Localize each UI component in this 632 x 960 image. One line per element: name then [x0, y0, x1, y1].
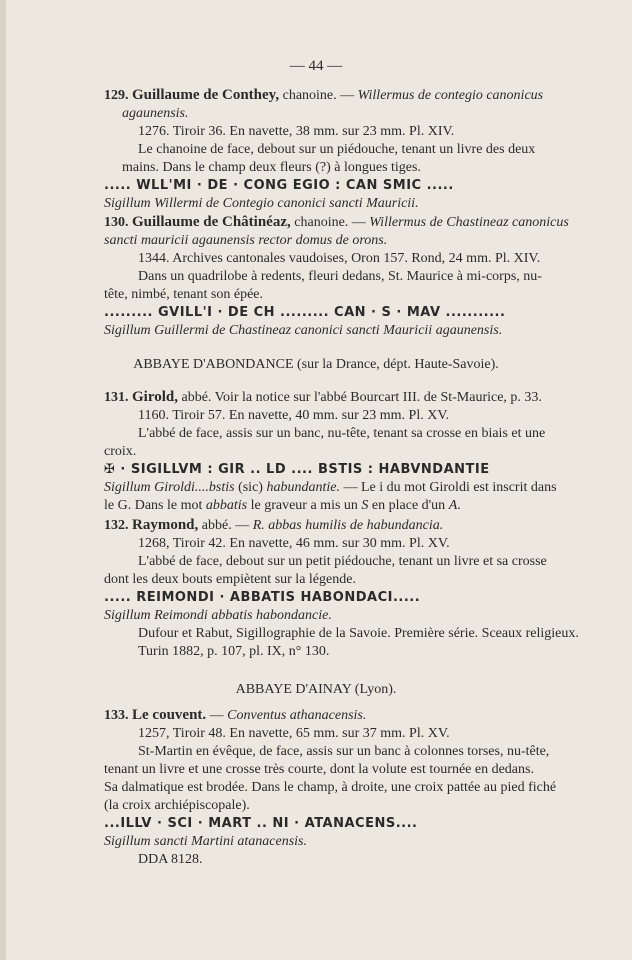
entry-129 [104, 86, 594, 213]
latin-title: Conventus athanacensis. [227, 708, 367, 723]
seal-details: 1344. Archives cantonales vaudoises, Oron 157. Rond, 24 mm. Pl. XIV. [138, 251, 541, 266]
description-line: tête, nimbé, tenant son épée. [104, 287, 263, 302]
latin-title-cont: agaunensis. [122, 106, 189, 121]
page-number: — 44 — [289, 58, 343, 74]
note-text: — Le i du mot Giroldi est inscrit dans [339, 480, 557, 495]
entry-name: Raymond, [132, 517, 199, 533]
seal-legend-transcription: Sigillum Willermi de Contegio canonici sancti Mauricii. [104, 196, 419, 211]
page-gutter-shadow [0, 0, 6, 960]
entry-number: 129. [104, 88, 129, 103]
entry-role: chanoine. — [279, 88, 358, 103]
latin-title-cont: sancti mauricii agaunensis rector domus de orons. [104, 233, 388, 248]
bibliography-reference: Dufour et Rabut, Sigillographie de la Savoie. Première série. Sceaux religieux. [138, 626, 579, 641]
entry-133 [104, 706, 594, 869]
seal-legend: ..... WLL'MI · DE · CONG EGIO : CAN SMIC ..... [104, 178, 454, 193]
entry-name: Guillaume de Conthey, [132, 87, 280, 103]
seal-details: 1160. Tiroir 57. En navette, 40 mm. sur 23 mm. Pl. XV. [138, 408, 450, 423]
description-line: Dans un quadrilobe à redents, fleuri dedans, St. Maurice à mi-corps, nu- [138, 269, 542, 284]
entry-131: 131. Girold, abbé. Voir la notice sur l'abbé Bourcart III. de St-Maurice, p. 33. 1160. Tiroir 57. En navette, 40 mm. sur 23 mm. Pl. XV. L'abbé de face, assis sur un banc, nu-tête, tenant sa crosse en biais et une croix. ✠ · SIGILLVM : GIR .. LD .... BSTIS : HABVNDANTIE Sigillum Giroldi....bstis (sic) habundantie. — Le i du mot Giroldi est inscrit dans le G. Dans le mot abbatis le graveur a mis un S en place d'un A. [104, 388, 594, 515]
entry-role: — [206, 708, 228, 723]
description-line: L'abbé de face, assis sur un banc, nu-tête, tenant sa crosse en biais et une [138, 426, 546, 441]
seal-legend: ...ILLV · SCI · MART .. NI · ATANACENS.... [104, 816, 418, 831]
bibliography-reference: Turin 1882, p. 107, pl. IX, n° 130. [138, 644, 330, 659]
entry-role: abbé. — [198, 518, 253, 533]
seal-legend: ......... GVILL'I · DE CH ......... CAN · S · MAV ........... [104, 305, 506, 320]
description-line: Sa dalmatique est brodée. Dans le champ, à droite, une croix pattée au pied fiché [104, 780, 557, 795]
entry-number: 131. [104, 390, 129, 405]
seal-legend-transcription: Sigillum Reimondi abbatis habondancie. [104, 608, 332, 623]
seal-legend-transcription: Sigillum Giroldi....bstis [104, 480, 235, 495]
description-line: St-Martin en évêque, de face, assis sur un banc à colonnes torses, nu-tête, [138, 744, 550, 759]
seal-legend: ✠ · SIGILLVM : GIR .. LD .... BSTIS : HABVNDANTIE [104, 462, 490, 477]
entry-role: abbé. Voir la notice sur l'abbé Bourcart III. de St-Maurice, p. 33. [177, 390, 542, 405]
entry-role: chanoine. — [290, 215, 370, 230]
latin-title: Willermus de Chastineaz canonicus [369, 215, 569, 230]
entry-name: Girold, [132, 389, 178, 405]
description-line: mains. Dans le champ deux fleurs (?) à longues tiges. [122, 160, 421, 175]
description-line: L'abbé de face, debout sur un petit piédouche, tenant un livre et sa crosse [138, 554, 547, 569]
archive-reference: DDA 8128. [138, 852, 203, 867]
entry-number: 133. [104, 708, 129, 723]
entry-name: Guillaume de Châtinéaz, [132, 214, 291, 230]
latin-title: Willermus de contegio canonicus [357, 88, 544, 103]
description-line: croix. [104, 444, 137, 459]
latin-title: R. abbas humilis de habundancia. [252, 518, 444, 533]
entry-132 [104, 516, 594, 661]
entry-name: Le couvent. [132, 707, 207, 723]
seal-details: 1257, Tiroir 48. En navette, 65 mm. sur 37 mm. Pl. XV. [138, 726, 450, 741]
entry-130 [104, 213, 594, 340]
description-line: Le chanoine de face, debout sur un piédouche, tenant un livre des deux [138, 142, 536, 157]
seal-legend-transcription: Sigillum sancti Martini atanacensis. [104, 834, 307, 849]
seal-legend: ..... REIMONDI · ABBATIS HABONDACI..... [104, 590, 421, 605]
seal-details: 1268, Tiroir 42. En navette, 46 mm. sur 30 mm. Pl. XV. [138, 536, 450, 551]
seal-details: 1276. Tiroir 36. En navette, 38 mm. sur 23 mm. Pl. XIV. [138, 124, 455, 139]
seal-legend-transcription: Sigillum Guillermi de Chastineaz canonici sancti Mauricii agaunensis. [104, 323, 503, 338]
entry-number: 132. [104, 518, 129, 533]
description-line: (la croix archiépiscopale). [104, 798, 250, 813]
entry-number: 130. [104, 215, 129, 230]
section-heading-abondance: ABBAYE D'ABONDANCE (sur la Drance, dépt. Haute-Savoie). [133, 357, 499, 372]
section-heading-ainay: ABBAYE D'AINAY (Lyon). [235, 682, 397, 697]
description-line: dont les deux bouts empiètent sur la légende. [104, 572, 356, 587]
description-line: tenant un livre et une crosse très courte, dont la volute est tournée en dedans. [104, 762, 534, 777]
